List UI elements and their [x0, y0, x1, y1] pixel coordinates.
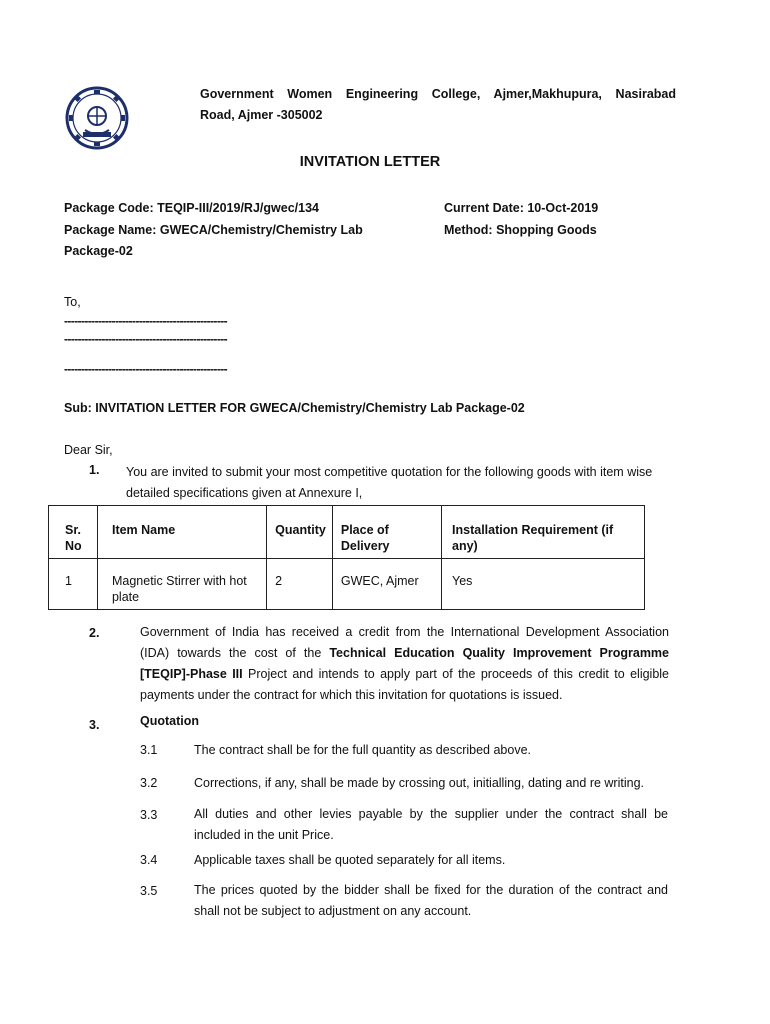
- table-row: [49, 559, 645, 610]
- point-1-line-2: detailed specifications given at Annexure I,: [126, 486, 363, 500]
- clause-text: Corrections, if any, shall be made by crossing out, initialling, dating and re writing.: [194, 776, 644, 790]
- quotation-heading: Quotation: [140, 714, 200, 728]
- point-2-paragraph: [140, 622, 669, 706]
- table-cell: 1: [49, 559, 98, 610]
- clause-number: 3.4: [140, 853, 158, 867]
- clause-number: 3.1: [140, 743, 158, 757]
- clause-text: The prices quoted by the bidder shall be fixed for the duration of the contract and shall not be subject to adjustment on any account.: [194, 883, 668, 918]
- point-1-number: 1.: [89, 463, 100, 477]
- point-3-number: 3.: [89, 718, 100, 732]
- table-header-row: [49, 506, 645, 559]
- point-2-text-b: Project and intends to apply part of the proceeds of this credit to eligible payments under the contract for which this invitation for quotations is issued.: [140, 667, 670, 702]
- current-date: Current Date: 10-Oct-2019: [444, 201, 599, 215]
- clause-number: 3.2: [140, 776, 158, 790]
- clause-number: 3.5: [140, 884, 158, 898]
- address-to: To,: [64, 295, 81, 309]
- point-2-text-a: Government of India has received a credit from the International Development Association (IDA) towards the cost of the: [140, 625, 669, 660]
- table-cell: Yes: [442, 559, 645, 610]
- table-cell: 2: [267, 559, 333, 610]
- table-cell: Magnetic Stirrer with hot plate: [97, 559, 266, 610]
- salutation: Dear Sir,: [64, 443, 113, 457]
- clause-text: The contract shall be for the full quantity as described above.: [194, 743, 531, 757]
- point-2-programme-name: Technical Education Quality Improvement Programme [TEQIP]-Phase III: [140, 646, 670, 681]
- clause-text: All duties and other levies payable by the supplier under the contract shall be included in the unit Price.: [194, 807, 668, 842]
- table-header-cell: Sr. No: [49, 506, 98, 559]
- college-name-line1: Government Women Engineering College, Ajmer,Makhupura, Nasirabad: [200, 87, 676, 101]
- college-name-line2: Road, Ajmer -305002: [200, 108, 323, 122]
- package-name-continued: Package-02: [64, 244, 133, 258]
- table-header-cell: Quantity: [267, 506, 333, 559]
- items-table: [48, 505, 645, 610]
- college-seal-logo: [65, 86, 129, 150]
- table-header-cell: Place of Delivery: [332, 506, 441, 559]
- address-line-3: ------------------------------------------------: [64, 362, 228, 376]
- page-title: INVITATION LETTER: [299, 154, 441, 170]
- table-header-cell: Installation Requirement (if any): [442, 506, 645, 559]
- package-name: Package Name: GWECA/Chemistry/Chemistry Lab: [64, 223, 363, 237]
- package-code: Package Code: TEQIP-III/2019/RJ/gwec/134: [64, 201, 319, 215]
- subject-line: Sub: INVITATION LETTER FOR GWECA/Chemistry/Chemistry Lab Package-02: [64, 401, 525, 415]
- table-cell: GWEC, Ajmer: [332, 559, 441, 610]
- address-line-1: ------------------------------------------------: [64, 314, 228, 328]
- address-line-2: ------------------------------------------------: [64, 332, 228, 346]
- clause-text: Applicable taxes shall be quoted separately for all items.: [194, 853, 506, 867]
- method: Method: Shopping Goods: [444, 223, 597, 237]
- clause-number: 3.3: [140, 808, 158, 822]
- table-header-cell: Item Name: [97, 506, 266, 559]
- point-2-number: 2.: [89, 626, 100, 640]
- point-1-line-1: You are invited to submit your most competitive quotation for the following goods with item wise: [126, 465, 653, 479]
